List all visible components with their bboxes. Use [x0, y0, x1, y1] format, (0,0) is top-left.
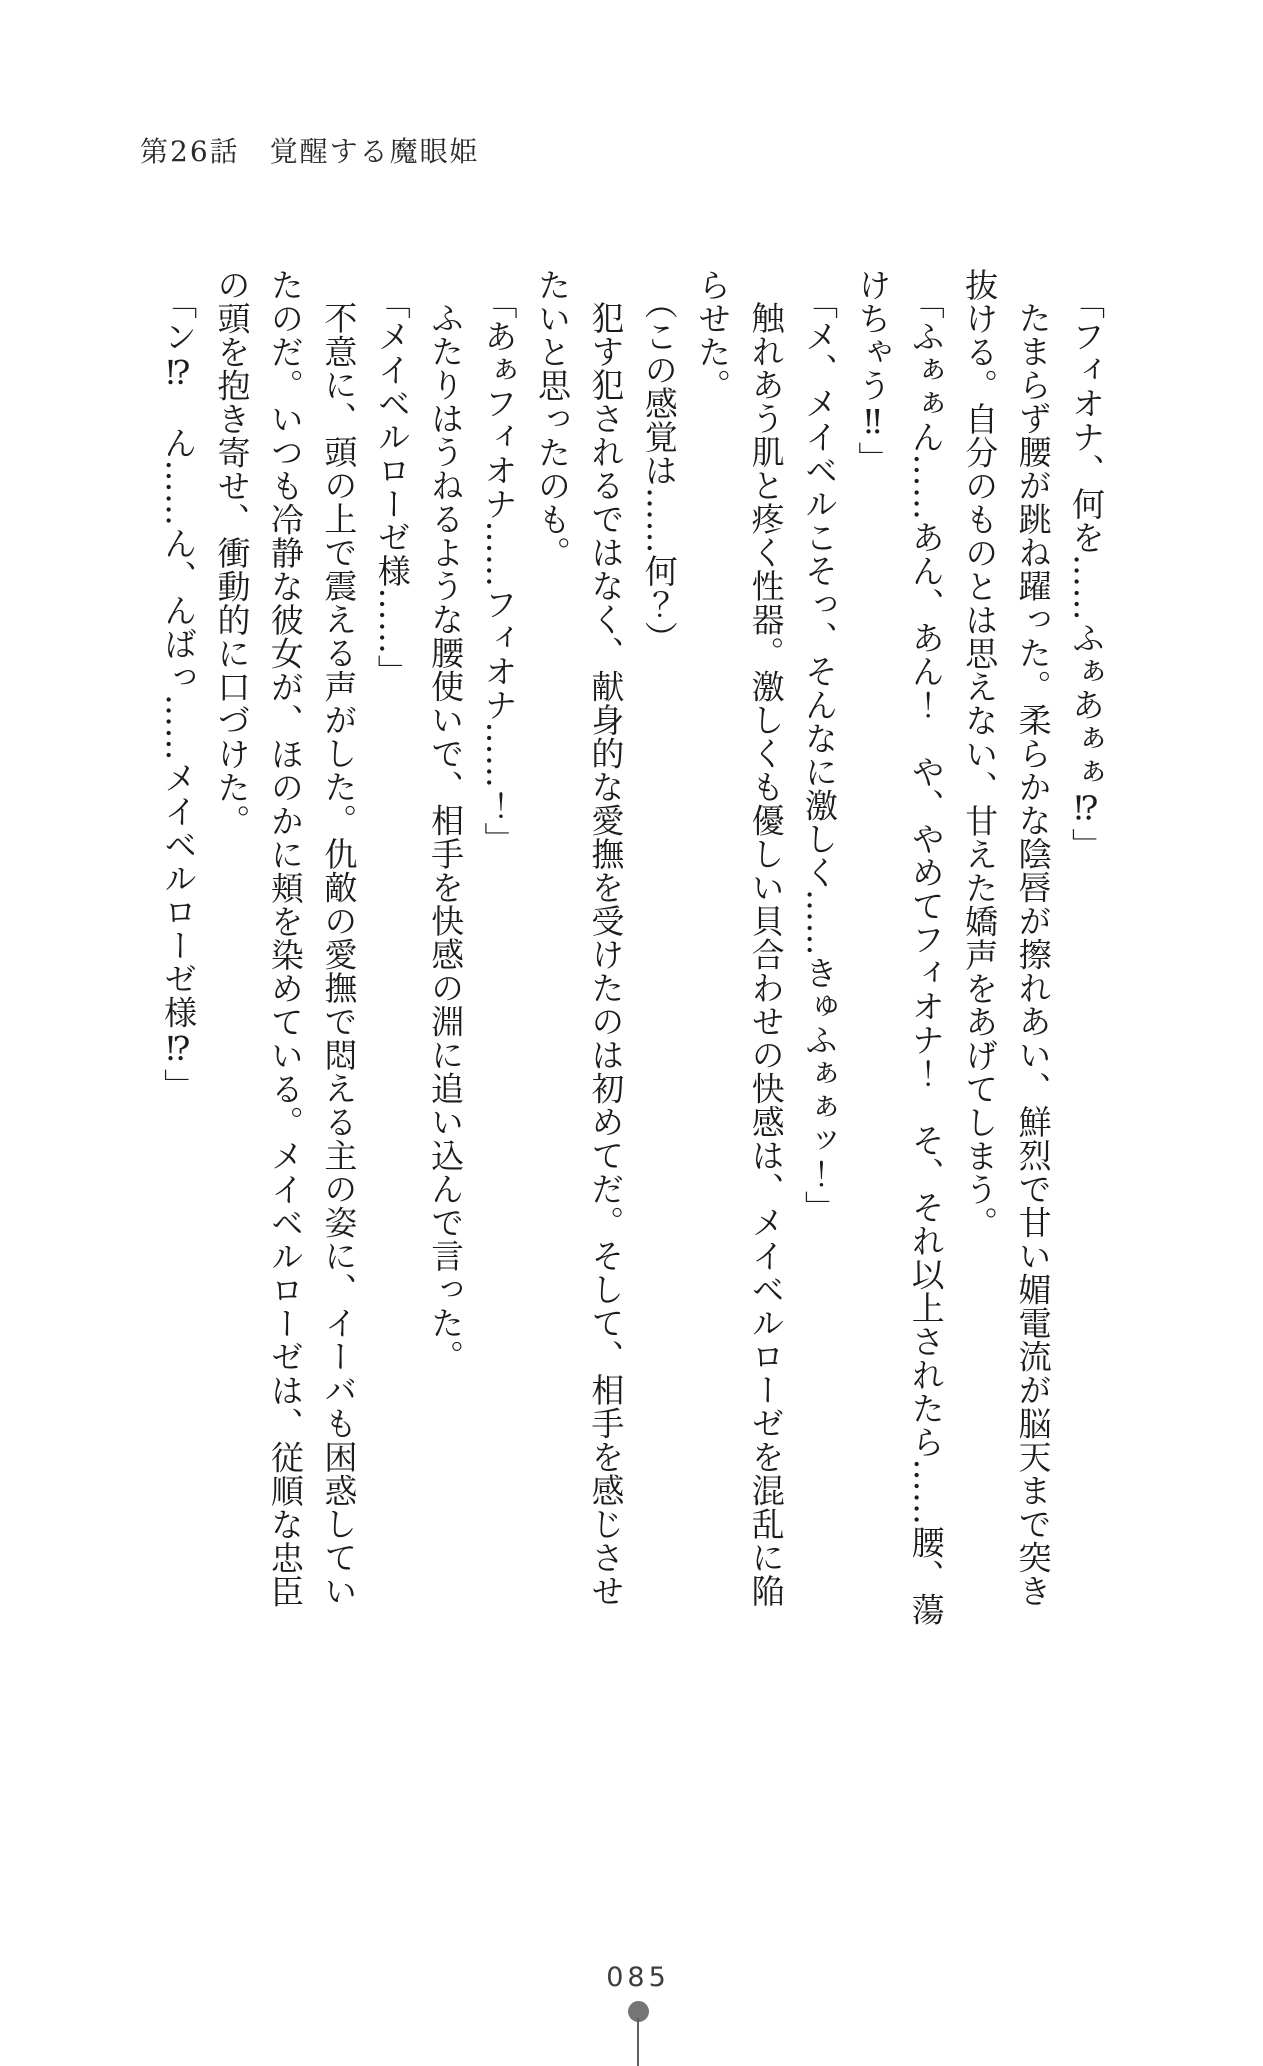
text-column: けちゃう‼」: [853, 268, 893, 475]
text-column: の頭を抱き寄せ、衝動的に口づけた。: [212, 268, 252, 838]
text-column: 「フィオナ、何を……ふぁあぁぁ⁉」: [1067, 286, 1106, 862]
text-column: （この感覚は……何？）: [639, 286, 679, 655]
text-column: 触れあう肌と疼く性器。激しくも優しい貝合わせの快感は、メイベルローゼを混乱に陥: [746, 301, 786, 1608]
text-column: 「あぁフィオナ……フィオナ……！」: [479, 286, 519, 856]
text-column: 「メ、メイベルこそっ、そんなに激しく……きゅふぁぁッ！」: [799, 286, 839, 1225]
text-column: たのだ。いつも冷静な彼女が、ほのかに頬を染めている。メイベルローゼは、従順な忠臣: [265, 268, 305, 1608]
chapter-title: 第26話 覚醒する魔眼姫: [140, 135, 480, 168]
text-column: 「ン⁉ ん……ん、んばっ……メイベルローゼ様⁉」: [159, 286, 199, 1103]
text-column: ふたりはうねるような腰使いで、相手を快感の淵に追い込んで言った。: [426, 301, 466, 1373]
text-column: 犯す犯されるではなく、献身的な愛撫を受けたのは初めてだ。そして、相手を感じさせ: [586, 301, 626, 1608]
text-column: 抜ける。自分のものとは思えない、甘えた嬌声をあげてしまう。: [960, 268, 1000, 1240]
text-column: たいと思ったのも。: [532, 268, 572, 570]
text-column: 不意に、頭の上で震える声がした。仇敵の愛撫で悶える主の姿に、イーバも困惑してい: [319, 301, 359, 1608]
text-column: 「ふぁぁん……あん、あん！ や、やめてフィオナ！ そ、それ以上されたら……腰、蕩: [906, 286, 946, 1627]
text-column: たまらず腰が跳ね躍った。柔らかな陰唇が擦れあい、鮮烈で甘い媚電流が脳天まで突き: [1013, 301, 1053, 1608]
text-column: らせた。: [693, 268, 733, 402]
text-column: 「メイベルローゼ様……」: [372, 286, 412, 689]
novel-text: [152, 268, 1113, 1627]
footer-line-icon: [637, 2018, 639, 2066]
page-number: 085: [606, 1962, 670, 1993]
